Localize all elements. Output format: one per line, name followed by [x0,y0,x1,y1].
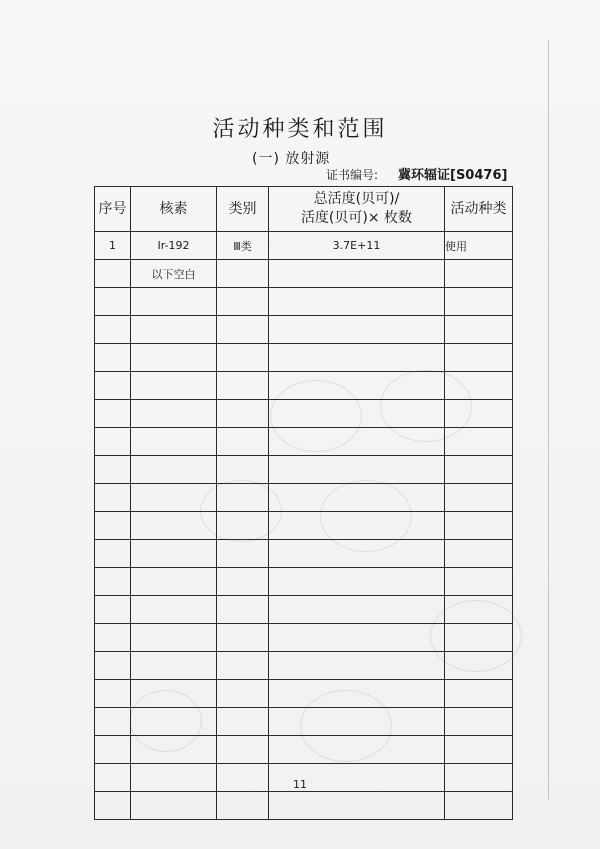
table-cell-nuclide [131,568,217,596]
table-cell-category [217,484,269,512]
table-cell-category [217,792,269,820]
table-row [95,428,513,456]
header-activity-type: 活动种类 [445,187,513,232]
table-cell-seq [95,708,131,736]
table-row [95,372,513,400]
table-cell-seq [95,540,131,568]
table-row [95,624,513,652]
table-cell-activity [269,260,445,288]
table-cell-activity-type [445,624,513,652]
page-number: 11 [293,778,307,791]
table-cell-activity-type [445,456,513,484]
table-row [95,344,513,372]
table-cell-seq: 1 [95,232,131,260]
table-row [95,484,513,512]
table-cell-activity-type [445,512,513,540]
table-cell-category [217,652,269,680]
header-category: 类别 [217,187,269,232]
table-cell-seq [95,260,131,288]
table-cell-category [217,316,269,344]
certificate-number: 冀环辐证[S0476] [398,168,508,183]
table-cell-activity [269,400,445,428]
table-cell-category [217,624,269,652]
table-cell-activity [269,484,445,512]
table-cell-activity-type [445,540,513,568]
table-row [95,260,513,288]
table-cell-activity [269,680,445,708]
table-cell-seq [95,624,131,652]
header-activity-line2: 活度(贝可)× 枚数 [300,210,413,226]
table-cell-activity [269,568,445,596]
table-cell-nuclide [131,484,217,512]
table-cell-seq [95,596,131,624]
table-cell-nuclide [131,596,217,624]
certificate-label: 证书编号: [326,168,379,182]
table-cell-category: Ⅲ类 [217,232,269,260]
table-cell-category [217,540,269,568]
table-cell-activity [269,512,445,540]
table-cell-activity [269,428,445,456]
table-cell-nuclide [131,372,217,400]
table-cell-seq [95,736,131,764]
table-cell-nuclide [131,400,217,428]
table-row [95,540,513,568]
table-cell-activity-type [445,400,513,428]
table-cell-seq [95,680,131,708]
table-cell-activity-type: 使用 [445,232,513,260]
page-title: 活动种类和范围 [212,117,388,142]
table-cell-category [217,736,269,764]
table-cell-activity [269,708,445,736]
table-cell-nuclide [131,680,217,708]
table-cell-activity-type [445,484,513,512]
table-cell-nuclide [131,652,217,680]
table-cell-activity [269,736,445,764]
table-cell-nuclide [131,316,217,344]
table-cell-category [217,568,269,596]
table-cell-activity-type [445,708,513,736]
table-cell-seq [95,372,131,400]
table-cell-nuclide [131,428,217,456]
table-cell-nuclide [131,288,217,316]
header-nuclide: 核素 [131,187,217,232]
table-cell-nuclide [131,708,217,736]
table-cell-activity-type [445,288,513,316]
table-cell-activity [269,540,445,568]
table-cell-activity [269,792,445,820]
table-cell-category [217,344,269,372]
table-cell-seq [95,316,131,344]
table-cell-activity-type [445,372,513,400]
table-cell-category [217,260,269,288]
table-cell-seq [95,568,131,596]
section-subtitle: (一) 放射源 [252,151,331,167]
table-row [95,708,513,736]
table-cell-seq [95,512,131,540]
table-cell-activity-type [445,316,513,344]
table-cell-seq [95,652,131,680]
table-cell-category [217,680,269,708]
header-activity-line1: 总活度(贝可)/ [313,191,400,207]
table-cell-category [217,512,269,540]
table-cell-nuclide [131,344,217,372]
table-cell-nuclide [131,624,217,652]
table-row [95,512,513,540]
table-cell-activity-type [445,260,513,288]
table-cell-activity: 3.7E+11 [269,232,445,260]
table-cell-activity-type [445,428,513,456]
header-activity [269,187,445,232]
table-cell-seq [95,484,131,512]
table-cell-nuclide [131,792,217,820]
table-cell-activity-type [445,680,513,708]
table-cell-nuclide: 以下空白 [131,260,217,288]
table-cell-seq [95,344,131,372]
table-cell-activity-type [445,568,513,596]
table-cell-activity [269,596,445,624]
radiation-source-table [94,186,513,820]
header-seq: 序号 [95,187,131,232]
table-cell-activity [269,624,445,652]
table-cell-seq [95,288,131,316]
table-row [95,652,513,680]
table-cell-seq [95,456,131,484]
table-row [95,232,513,260]
table-cell-activity [269,344,445,372]
table-cell-category [217,372,269,400]
table-cell-seq [95,792,131,820]
table-cell-activity-type [445,792,513,820]
table-cell-category [217,400,269,428]
table-cell-nuclide [131,736,217,764]
table-cell-activity-type [445,596,513,624]
table-body [95,232,513,820]
table-row [95,400,513,428]
table-row [95,288,513,316]
table-cell-activity-type [445,736,513,764]
table-row [95,736,513,764]
table-cell-category [217,288,269,316]
table-cell-category [217,456,269,484]
table-cell-activity [269,456,445,484]
table-cell-nuclide [131,512,217,540]
table-cell-activity [269,372,445,400]
table-row [95,680,513,708]
table-cell-seq [95,428,131,456]
table-cell-category [217,708,269,736]
table-row [95,316,513,344]
table-cell-category [217,428,269,456]
table-cell-activity [269,316,445,344]
table-cell-activity [269,288,445,316]
table-cell-activity-type [445,652,513,680]
table-cell-nuclide: Ir-192 [131,232,217,260]
table-header-row [95,187,513,232]
table-cell-activity [269,652,445,680]
table-row [95,792,513,820]
table-cell-activity-type [445,344,513,372]
table-cell-seq [95,400,131,428]
table-cell-nuclide [131,540,217,568]
table-row [95,568,513,596]
table-row [95,456,513,484]
table-cell-nuclide [131,456,217,484]
table-cell-category [217,596,269,624]
table-row [95,596,513,624]
page-edge-line [548,40,549,800]
